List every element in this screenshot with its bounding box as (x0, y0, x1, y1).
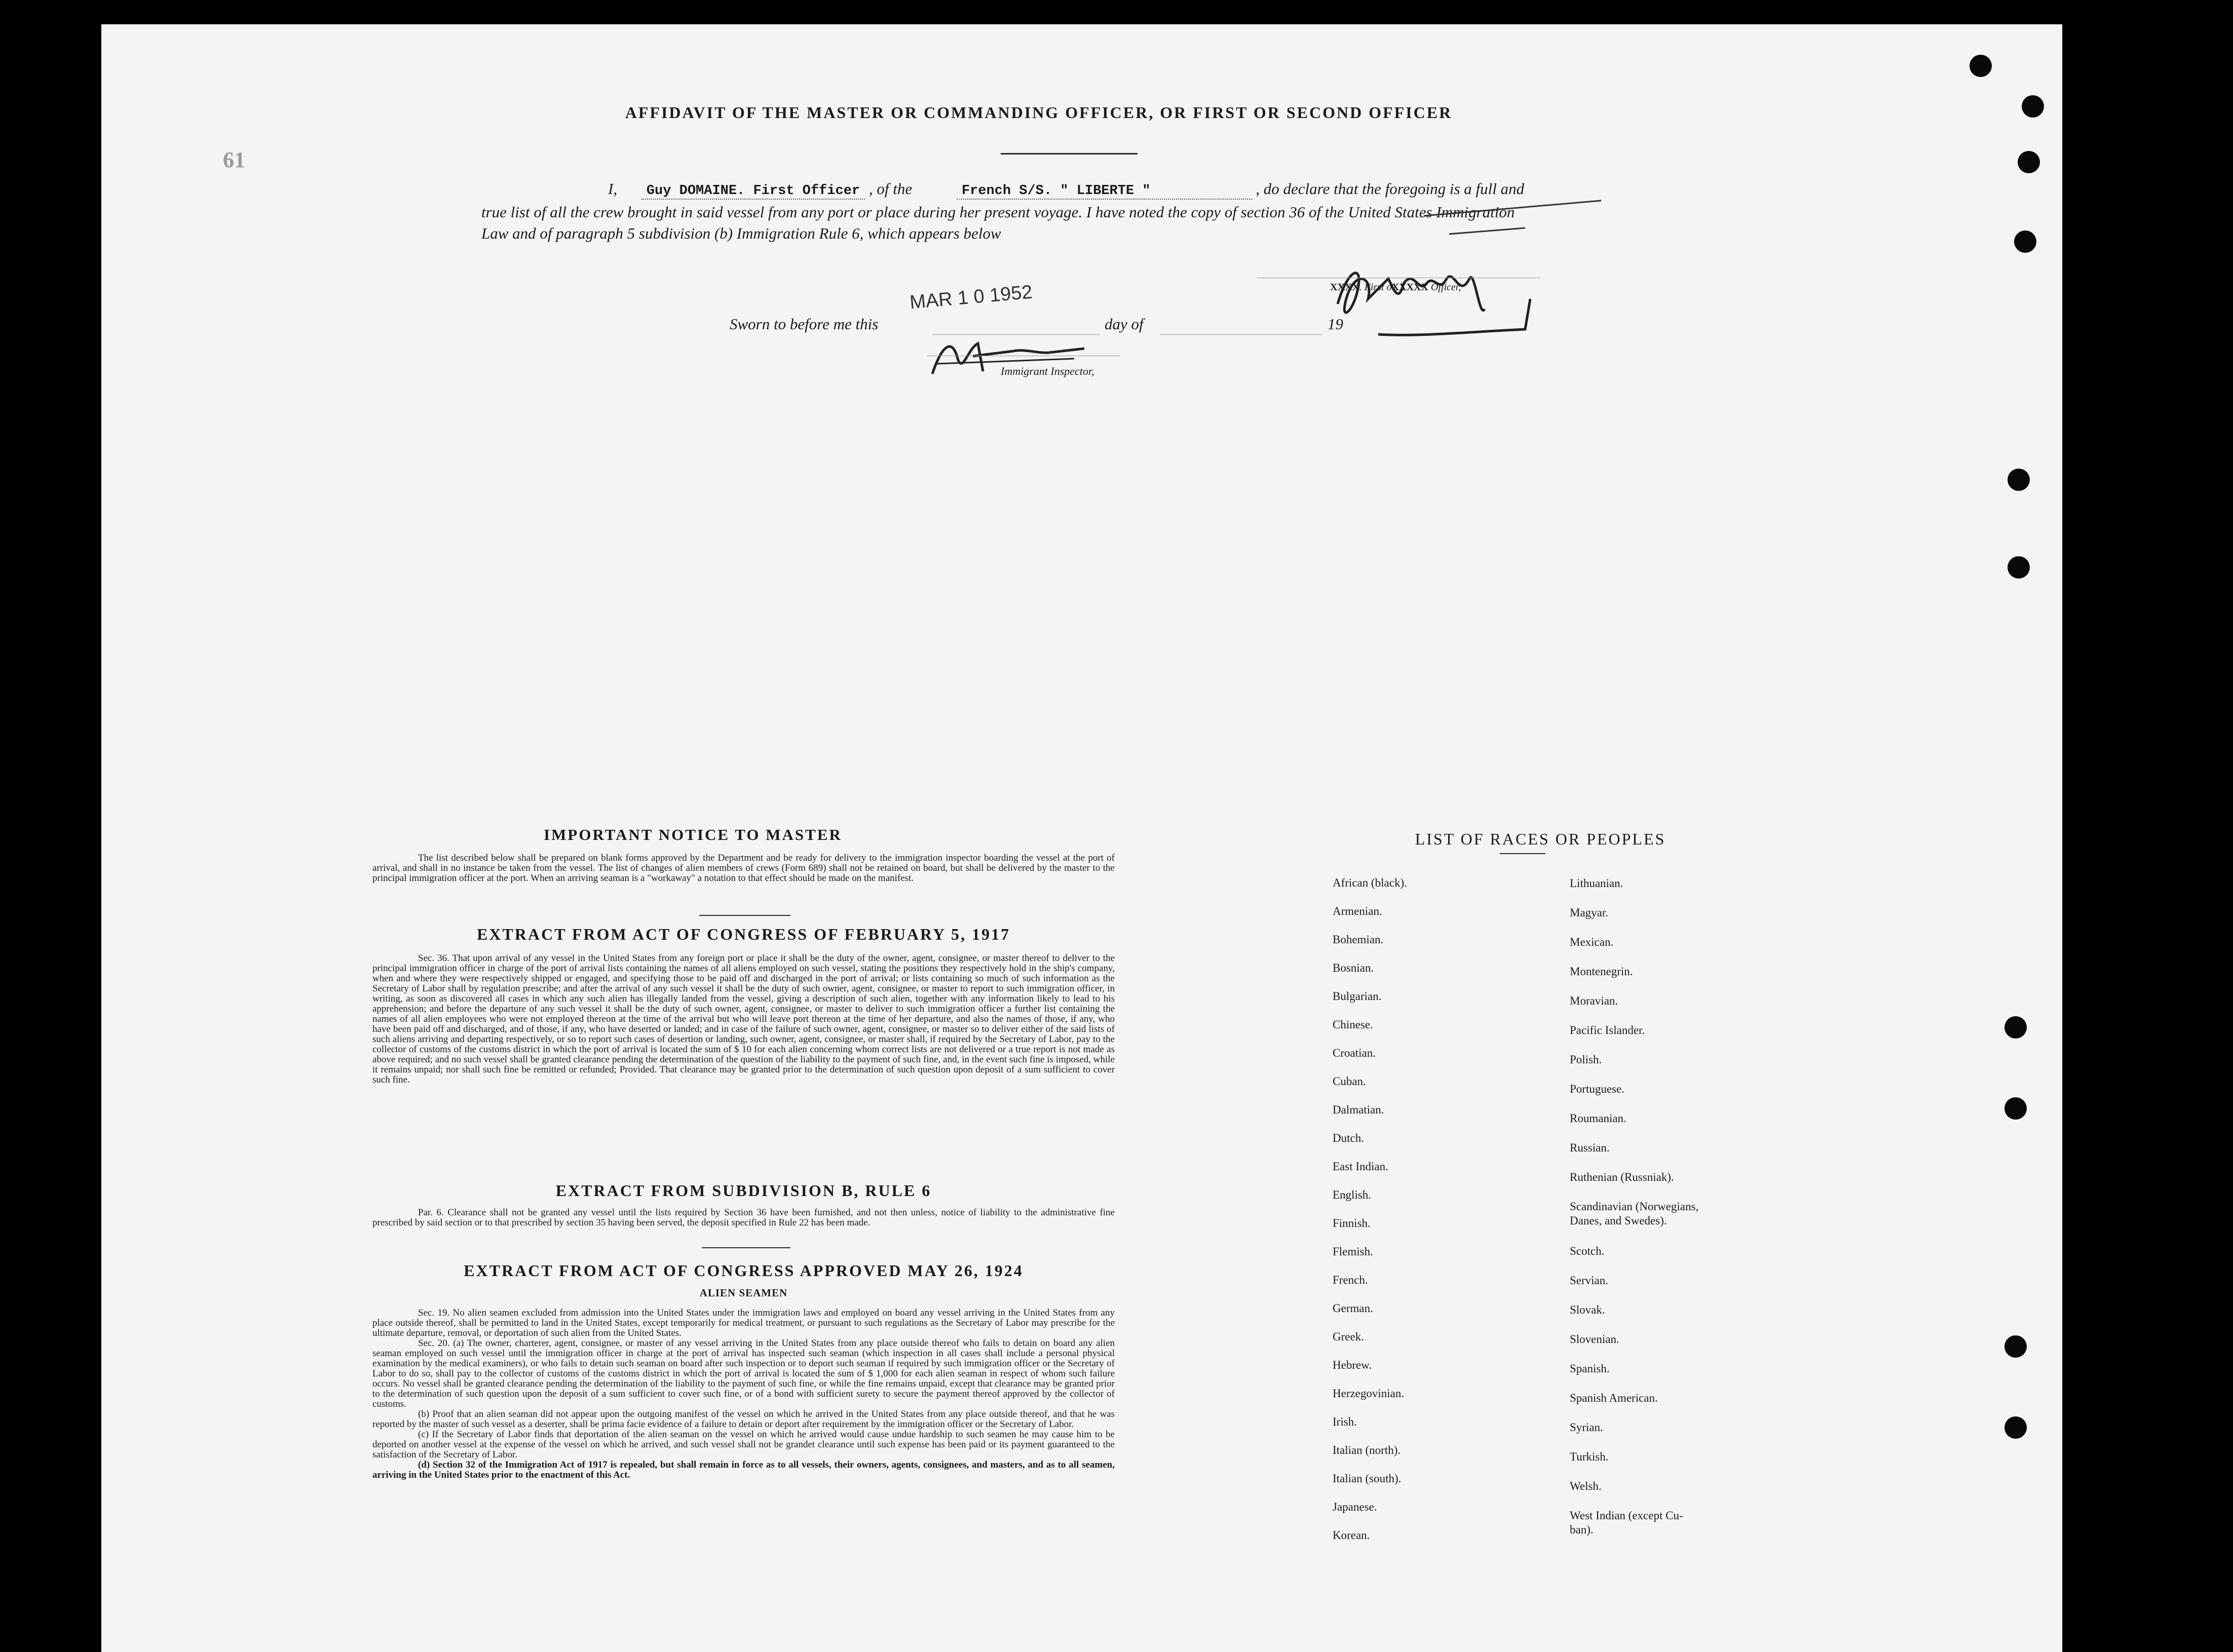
divider (699, 915, 790, 916)
race-item: Turkish. (1570, 1450, 1609, 1463)
sec20b-paragraph: (b) Proof that an alien seaman did not appear upon the outgoing manifest of the vessel on which he arrived in the United States from any place outside thereof, and that he was reported by the master of such vessel as a deserter, shall be prima facie evidence of a failure to detain or deport after requirement by the immigration officer or the Secretary of Labor. (372, 1409, 1115, 1430)
race-item: Mexican. (1570, 936, 1614, 948)
race-item: Syrian. (1570, 1421, 1603, 1434)
race-item: Japanese. (1333, 1501, 1377, 1513)
race-item: Montenegrin. (1570, 965, 1633, 978)
race-item: German. (1333, 1302, 1373, 1315)
officer-name-field: Guy DOMAINE. First Officer (641, 183, 865, 200)
punch-hole (2018, 151, 2040, 173)
notice-body: The list described below shall be prepared on blank forms approved by the Department and be ready for delivery to the immigration inspector boarding the vessel at the port of arrival, and shall in no instance be taken from the vessel. The list of changes of alien members of crews (Form 689) shall not be retained on board, but shall be delivered by the master to the principal immigration officer at the port. When an arriving seaman is a "workaway" a notation to that effect should be made on the manifest. (372, 853, 1115, 883)
race-item: Armenian. (1333, 905, 1382, 917)
punch-hole (2004, 1016, 2027, 1039)
strike-marks (1419, 193, 1621, 243)
year-text: 19 (1328, 315, 1343, 333)
redacted-mark: XXXX (1330, 282, 1359, 293)
margin-mark: 61 (223, 147, 245, 172)
officer-signature (1317, 248, 1550, 360)
race-item: Italian (north). (1333, 1444, 1401, 1456)
races-underline (1500, 853, 1545, 854)
first-officer-caption: . First o (1359, 282, 1392, 293)
race-item: French. (1333, 1274, 1368, 1286)
race-item: Welsh. (1570, 1480, 1602, 1492)
race-item: Cuban. (1333, 1075, 1366, 1088)
race-item: Roumanian. (1570, 1112, 1626, 1125)
race-item: African (black). (1333, 876, 1407, 889)
punch-hole (2004, 1416, 2027, 1439)
race-item: Polish. (1570, 1053, 1602, 1066)
title-underline (1001, 153, 1138, 155)
race-item: Korean. (1333, 1529, 1370, 1542)
race-item: Greek. (1333, 1330, 1364, 1343)
race-item: Ruthenian (Russniak). (1570, 1171, 1674, 1183)
redacted-mark: XXXXX (1391, 282, 1428, 293)
race-item: Slovenian. (1570, 1333, 1619, 1346)
race-item: Magyar. (1570, 906, 1609, 919)
race-item: Croatian. (1333, 1047, 1376, 1059)
sec19-paragraph: Sec. 19. No alien seamen excluded from admission into the United States under the immigration laws and employed on board any vessel arriving in the United States from any place outside thereof, shall be permitted to land in the United States, except temporarily for medical treatment, or pursuant to such regulations as the Secretary of Labor may prescribe for the ultimate departure, removal, or deportation of such alien from the United States. (372, 1308, 1115, 1338)
punch-hole (2008, 469, 2030, 491)
sec20d-paragraph: (d) Section 32 of the Immigration Act of 1917 is repealed, but shall remain in force as to all vessels, their owners, agents, consignees, and masters, and as to all seamen, arriving in the United States prior to the enactment of this Act. (372, 1459, 1115, 1480)
day-of-text: day of (1105, 315, 1144, 333)
punch-hole (2004, 1335, 2027, 1358)
race-item: Lithuanian. (1570, 877, 1623, 890)
race-item: West Indian (except Cu- ban). (1570, 1509, 1683, 1536)
race-item: Servian. (1570, 1274, 1609, 1287)
race-item: Moravian. (1570, 994, 1618, 1007)
extract-1924-body (372, 1308, 1115, 1480)
race-item: Flemish. (1333, 1245, 1373, 1258)
race-item: East Indian. (1333, 1160, 1388, 1173)
punch-hole (2022, 95, 2044, 118)
race-item: Finnish. (1333, 1217, 1371, 1230)
declaration-body: that the foregoing is a full and true list of all the crew brought in said vessel from any port or place during her present voyage. I have noted the copy of section 36 of the United States Immigration Law and of paragraph 5 subdivision (b) Immigration Rule 6, which appears below (481, 180, 1525, 242)
punch-hole (1970, 55, 1992, 77)
race-item: Dalmatian. (1333, 1103, 1384, 1116)
race-item: Herzegovinian. (1333, 1387, 1405, 1400)
race-item: Spanish American. (1570, 1392, 1658, 1404)
race-item: Bohemian. (1333, 933, 1384, 946)
alien-seamen-subtitle: ALIEN SEAMEN (699, 1287, 788, 1299)
of-the-text: , of the (868, 180, 913, 198)
officer-label: Officer, (1430, 282, 1461, 293)
rule6-title: EXTRACT FROM SUBDIVISION B, RULE 6 (555, 1181, 932, 1200)
rule6-body: Par. 6. Clearance shall not be granted any vessel until the lists required by Section 36 have been furnished, and not then unless, notice of liability to the administrative fine prescribed by said section or to that prescribed by section 35 having been served, the deposit specified in Rule 22 has been made. (372, 1207, 1115, 1228)
race-item: Scotch. (1570, 1245, 1605, 1257)
sec20a-paragraph: Sec. 20. (a) The owner, charterer, agent, consignee, or master of any vessel arriving in the United States from any place outside thereof who fails to detain on board any alien seaman employed on such vessel until the immigration officer in charge at the port of arrival has inspected such seaman (which inspection in all cases shall include a personal physical examination by the medical examiners), or who fails to detain such seaman on board after such inspection or to deport such seaman if required by such immigration officer or the Secretary of Labor to do so, shall pay to the collector of customs of the customs district in which the port of arrival is located the sum of $ 1,000 for each alien seaman in respect of whom such failure occurs. No vessel shall be granted clearance pending the determination of the liability to the payment of such fine, or while the fine remains unpaid, except that clearance may be granted prior to the determination of such question upon the deposit of a sum sufficient to cover such fine, or of a bond with sufficient surety to secure the payment thereof approved by the collector of customs. (372, 1338, 1115, 1409)
vessel-name-field: French S/S. " LIBERTE " (957, 183, 1252, 200)
declaration-text (481, 178, 1533, 244)
race-item: Italian (south). (1333, 1472, 1402, 1485)
day-of-line (1160, 334, 1322, 335)
extract-1924-title: EXTRACT FROM ACT OF CONGRESS APPROVED MAY 26, 1924 (464, 1261, 1024, 1280)
intro-i: I, (608, 180, 618, 198)
inspector-caption: Immigrant Inspector, (1001, 365, 1094, 377)
sec20c-paragraph: (c) If the Secretary of Labor finds that deportation of the alien seaman on the vessel on which he arrived would cause undue hardship to such seamen he may cause him to be deported on another vessel at the expense of the vessel on which he arrived, and such vessel shall not be grandet clearance until such expense has been paid or its payment guaranteed to the satisfaction of the Secretary of Labor. (372, 1429, 1115, 1460)
notice-title: IMPORTANT NOTICE TO MASTER (544, 826, 842, 843)
race-item: Bosnian. (1333, 962, 1374, 974)
races-title: LIST OF RACES OR PEOPLES (1415, 830, 1666, 848)
extract-1917-body: Sec. 36. That upon arrival of any vessel in the United States from any foreign port or place it shall be the duty of the owner, agent, consignee, or master thereof to deliver to the principal immigration officer in charge of the port of arrival lists containing the names of all aliens employed on such vessel, stating the positions they respectively hold in the ship's company, when and where they were respectively shipped or engaged, and specifying those to be paid off and discharged in the port of arrival; or lists containing so much of such information as the Secretary of Labor shall by regulation prescribe; and after the arrival of any such vessel it shall be the duty of such owner, agent, consignee, or master to report to such immigration officer, in writing, as soon as discovered all cases in which any such alien has illegally landed from the vessel, giving a description of such alien, together with any information likely to lead to his apprehension; and before the departure of any such vessel it shall be the duty of such owner, agent, consignee, or master to deliver to such immigration officer a further list containing the names of all alien employees who were not employed thereon at the time of the arrival but who will leave port thereon at the time of her departure, and also the names of those, if any, who have been paid off and discharged, and of those, if any, who have deserted or landed; and in case of the failure of such owner, agent, consignee, or master so to deliver either of the said lists of such aliens arriving and departing respectively, or so to report such cases of desertion or landing, such owner, agent, consignee, or master shall, if required by the Secretary of Labor, pay to the collector of customs of the customs district in which the port of arrival is located the sum of $ 10 for each alien concerning whom correct lists are not delivered or a true report is not made as above required; and no such vessel shall be granted clearance pending the determination of the question of the liability to the payment of such fine, and, in the event such fine is imposed, while it remains unpaid; nor shall such fine be remitted or refunded; Provided. That clearance may be granted prior to the determination of such question upon deposit of a sum sufficient to cover such fine. (372, 953, 1115, 1085)
affidavit-title: AFFIDAVIT OF THE MASTER OR COMMANDING OFFICER, OR FIRST OR SECOND OFFICER (625, 103, 1453, 122)
race-item: Irish. (1333, 1415, 1357, 1428)
punch-hole (2014, 230, 2036, 253)
divider (702, 1247, 790, 1248)
race-item: Slovak. (1570, 1303, 1605, 1316)
race-item: Hebrew. (1333, 1359, 1372, 1371)
race-item: Spanish. (1570, 1362, 1610, 1375)
do-declare-text: , do declare (1256, 180, 1330, 198)
race-item: Pacific Islander. (1570, 1024, 1645, 1036)
punch-hole (2004, 1097, 2027, 1120)
race-item: Dutch. (1333, 1132, 1364, 1144)
signature-caption (1330, 282, 1461, 293)
date-stamp: MAR 1 0 1952 (909, 281, 1034, 314)
race-item: Chinese. (1333, 1018, 1373, 1031)
race-item: Bulgarian. (1333, 990, 1382, 1003)
punch-hole (2008, 556, 2030, 579)
race-item: Russian. (1570, 1141, 1610, 1154)
extract-1917-title: EXTRACT FROM ACT OF CONGRESS OF FEBRUARY 5, 1917 (477, 925, 1010, 943)
race-item: English. (1333, 1188, 1372, 1201)
sworn-text: Sworn to before me this (730, 315, 879, 333)
race-item: Scandinavian (Norwegians, Danes, and Swedes). (1570, 1200, 1699, 1227)
race-item: Portuguese. (1570, 1083, 1624, 1095)
